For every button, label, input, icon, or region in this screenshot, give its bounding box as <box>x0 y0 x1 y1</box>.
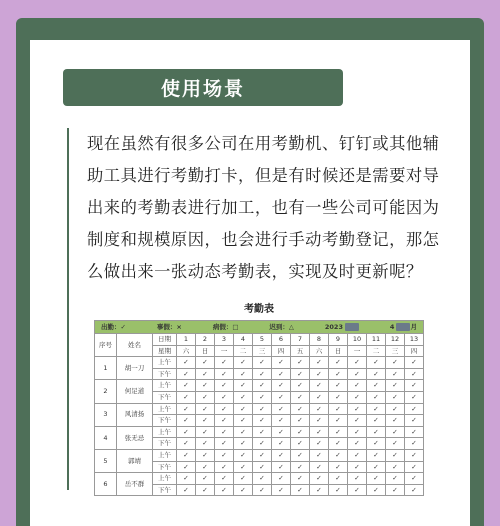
mark-cell: ✓ <box>310 484 329 496</box>
mark-cell: ✓ <box>367 403 386 415</box>
mark-cell: ✓ <box>196 357 215 369</box>
table-row <box>95 380 424 392</box>
header-day: 12 <box>386 334 405 346</box>
mark-cell: ✓ <box>196 403 215 415</box>
spin-icon[interactable] <box>396 323 410 331</box>
mark-cell: ✓ <box>215 357 234 369</box>
mark-cell: ✓ <box>177 473 196 485</box>
mark-cell: ✓ <box>386 461 405 473</box>
mark-cell: ✓ <box>177 391 196 403</box>
mark-cell: ✓ <box>272 461 291 473</box>
row-name: 胡一刀 <box>117 357 153 380</box>
mark-cell: ✓ <box>215 473 234 485</box>
header-weekday-cell: 二 <box>367 345 386 357</box>
mark-cell: ✓ <box>272 438 291 450</box>
mark-cell: ✓ <box>405 368 424 380</box>
row-no: 6 <box>95 473 117 496</box>
mark-cell: ✓ <box>386 391 405 403</box>
mark-cell: ✓ <box>386 368 405 380</box>
mark-cell: ✓ <box>329 403 348 415</box>
mark-cell: ✓ <box>215 426 234 438</box>
mark-cell: ✓ <box>177 461 196 473</box>
mark-cell: ✓ <box>348 357 367 369</box>
header-weekday-cell: 四 <box>272 345 291 357</box>
mark-cell: ✓ <box>367 449 386 461</box>
mark-cell: ✓ <box>386 415 405 427</box>
mark-cell: ✓ <box>386 403 405 415</box>
mark-cell: ✓ <box>386 473 405 485</box>
header-weekday-cell: 一 <box>348 345 367 357</box>
mark-cell: ✓ <box>253 403 272 415</box>
row-name: 岳不群 <box>117 473 153 496</box>
mark-cell: ✓ <box>405 449 424 461</box>
mark-cell: ✓ <box>348 403 367 415</box>
period-pm: 下午 <box>153 484 177 496</box>
row-name: 郭靖 <box>117 449 153 472</box>
mark-cell: ✓ <box>253 449 272 461</box>
mark-cell: ✓ <box>291 403 310 415</box>
period-am: 上午 <box>153 380 177 392</box>
period-am: 上午 <box>153 357 177 369</box>
row-no: 2 <box>95 380 117 403</box>
mark-cell: ✓ <box>310 473 329 485</box>
mark-cell: ✓ <box>272 449 291 461</box>
table-row <box>95 403 424 415</box>
mark-cell: ✓ <box>348 380 367 392</box>
section-banner: 使用场景 <box>63 69 343 106</box>
mark-cell: ✓ <box>310 403 329 415</box>
mark-cell: ✓ <box>329 484 348 496</box>
mark-cell: ✓ <box>177 415 196 427</box>
month-selector[interactable]: 4 月 <box>389 323 417 331</box>
mark-cell: ✓ <box>234 449 253 461</box>
mark-cell: ✓ <box>329 380 348 392</box>
header-weekday-cell: 一 <box>215 345 234 357</box>
mark-cell: ✓ <box>253 461 272 473</box>
mark-cell: ✓ <box>272 473 291 485</box>
mark-cell: ✓ <box>386 438 405 450</box>
mark-cell: ✓ <box>329 461 348 473</box>
mark-cell: ✓ <box>310 415 329 427</box>
mark-cell: ✓ <box>291 461 310 473</box>
body-paragraph: 现在虽然有很多公司在用考勤机、钉钉或其他辅助工具进行考勤打卡，但是有时候还是需要对导出来的考勤表进行加工，也有一些公司可能因为制度和规模原因，也会进行手动考勤登记，那怎么做出来一张动态考勤表，实现及时更新呢？ <box>87 134 440 281</box>
mark-cell: ✓ <box>329 357 348 369</box>
header-day: 13 <box>405 334 424 346</box>
mark-cell: ✓ <box>386 357 405 369</box>
row-no: 1 <box>95 357 117 380</box>
header-weekday-cell: 日 <box>329 345 348 357</box>
header-weekday-cell: 二 <box>234 345 253 357</box>
mark-cell: ✓ <box>329 449 348 461</box>
header-date: 日期 <box>153 334 177 346</box>
mark-cell: ✓ <box>291 368 310 380</box>
mark-cell: ✓ <box>196 368 215 380</box>
mark-cell: ✓ <box>196 473 215 485</box>
mark-cell: ✓ <box>272 368 291 380</box>
mark-cell: ✓ <box>310 449 329 461</box>
mark-cell: ✓ <box>367 368 386 380</box>
header-weekday-cell: 六 <box>310 345 329 357</box>
mark-cell: ✓ <box>310 380 329 392</box>
row-name: 风清扬 <box>117 403 153 426</box>
mark-cell: ✓ <box>291 438 310 450</box>
row-no: 5 <box>95 449 117 472</box>
header-weekday-cell: 四 <box>405 345 424 357</box>
table-row <box>95 357 424 369</box>
mark-cell: ✓ <box>177 380 196 392</box>
mark-cell: ✓ <box>367 380 386 392</box>
row-name: 张无忌 <box>117 426 153 449</box>
period-am: 上午 <box>153 473 177 485</box>
mark-cell: ✓ <box>253 368 272 380</box>
year-selector[interactable]: 2023 <box>325 321 359 333</box>
header-day: 4 <box>234 334 253 346</box>
mark-cell: ✓ <box>310 461 329 473</box>
mark-cell: ✓ <box>253 426 272 438</box>
mark-cell: ✓ <box>291 415 310 427</box>
attendance-table <box>94 320 424 496</box>
header-day: 7 <box>291 334 310 346</box>
mark-cell: ✓ <box>215 380 234 392</box>
mark-cell: ✓ <box>367 484 386 496</box>
header-weekday-cell: 日 <box>196 345 215 357</box>
mark-cell: ✓ <box>253 438 272 450</box>
mark-cell: ✓ <box>348 368 367 380</box>
mark-cell: ✓ <box>234 461 253 473</box>
table-row <box>95 426 424 438</box>
header-day: 8 <box>310 334 329 346</box>
mark-cell: ✓ <box>215 403 234 415</box>
period-am: 上午 <box>153 426 177 438</box>
mark-cell: ✓ <box>272 391 291 403</box>
period-pm: 下午 <box>153 438 177 450</box>
mark-cell: ✓ <box>253 380 272 392</box>
mark-cell: ✓ <box>367 357 386 369</box>
mark-cell: ✓ <box>386 380 405 392</box>
mark-cell: ✓ <box>310 368 329 380</box>
mark-cell: ✓ <box>348 438 367 450</box>
mark-cell: ✓ <box>367 473 386 485</box>
header-name: 姓名 <box>117 334 153 357</box>
mark-cell: ✓ <box>234 473 253 485</box>
mark-cell: ✓ <box>386 484 405 496</box>
mark-cell: ✓ <box>253 415 272 427</box>
mark-cell: ✓ <box>329 438 348 450</box>
mark-cell: ✓ <box>405 484 424 496</box>
mark-cell: ✓ <box>329 368 348 380</box>
row-no: 4 <box>95 426 117 449</box>
header-day: 3 <box>215 334 234 346</box>
mark-cell: ✓ <box>405 357 424 369</box>
header-weekday-cell: 五 <box>291 345 310 357</box>
header-no: 序号 <box>95 334 117 357</box>
mark-cell: ✓ <box>348 449 367 461</box>
period-pm: 下午 <box>153 415 177 427</box>
mark-cell: ✓ <box>215 415 234 427</box>
mark-cell: ✓ <box>196 380 215 392</box>
mark-cell: ✓ <box>253 391 272 403</box>
mark-cell: ✓ <box>348 391 367 403</box>
mark-cell: ✓ <box>177 438 196 450</box>
mark-cell: ✓ <box>291 449 310 461</box>
period-am: 上午 <box>153 449 177 461</box>
mark-cell: ✓ <box>405 403 424 415</box>
mark-cell: ✓ <box>348 461 367 473</box>
mark-cell: ✓ <box>253 484 272 496</box>
row-name: 何足道 <box>117 380 153 403</box>
period-am: 上午 <box>153 403 177 415</box>
mark-cell: ✓ <box>215 438 234 450</box>
mark-cell: ✓ <box>405 438 424 450</box>
mark-cell: ✓ <box>215 484 234 496</box>
mark-cell: ✓ <box>234 484 253 496</box>
header-day: 6 <box>272 334 291 346</box>
mark-cell: ✓ <box>291 473 310 485</box>
mark-cell: ✓ <box>405 380 424 392</box>
mark-cell: ✓ <box>291 380 310 392</box>
mark-cell: ✓ <box>234 438 253 450</box>
mark-cell: ✓ <box>177 403 196 415</box>
mark-cell: ✓ <box>310 357 329 369</box>
mark-cell: ✓ <box>329 415 348 427</box>
table-row <box>95 473 424 485</box>
mark-cell: ✓ <box>234 380 253 392</box>
mark-cell: ✓ <box>348 473 367 485</box>
header-weekday-cell: 六 <box>177 345 196 357</box>
mark-cell: ✓ <box>272 426 291 438</box>
period-pm: 下午 <box>153 461 177 473</box>
mark-cell: ✓ <box>367 426 386 438</box>
mark-cell: ✓ <box>253 357 272 369</box>
mark-cell: ✓ <box>272 357 291 369</box>
mark-cell: ✓ <box>386 449 405 461</box>
mark-cell: ✓ <box>291 426 310 438</box>
mark-cell: ✓ <box>405 426 424 438</box>
mark-cell: ✓ <box>215 461 234 473</box>
mark-cell: ✓ <box>291 484 310 496</box>
mark-cell: ✓ <box>405 391 424 403</box>
header-day: 11 <box>367 334 386 346</box>
mark-cell: ✓ <box>215 391 234 403</box>
mark-cell: ✓ <box>329 426 348 438</box>
mark-cell: ✓ <box>405 461 424 473</box>
spin-icon[interactable] <box>345 323 359 331</box>
mark-cell: ✓ <box>177 357 196 369</box>
mark-cell: ✓ <box>196 415 215 427</box>
mark-cell: ✓ <box>234 403 253 415</box>
legend-bar: 出勤：✓ 事假：× 病假：□ 迟到：△ 2023 4 月 <box>95 321 424 334</box>
mark-cell: ✓ <box>177 449 196 461</box>
mark-cell: ✓ <box>291 391 310 403</box>
mark-cell: ✓ <box>310 391 329 403</box>
mark-cell: ✓ <box>386 426 405 438</box>
mark-cell: ✓ <box>329 473 348 485</box>
header-weekday: 星期 <box>153 345 177 357</box>
header-day: 10 <box>348 334 367 346</box>
mark-cell: ✓ <box>177 426 196 438</box>
mark-cell: ✓ <box>196 391 215 403</box>
mark-cell: ✓ <box>272 484 291 496</box>
mark-cell: ✓ <box>234 391 253 403</box>
mark-cell: ✓ <box>196 449 215 461</box>
mark-cell: ✓ <box>196 461 215 473</box>
mark-cell: ✓ <box>196 438 215 450</box>
header-weekday-cell: 三 <box>386 345 405 357</box>
mark-cell: ✓ <box>234 368 253 380</box>
mark-cell: ✓ <box>272 380 291 392</box>
mark-cell: ✓ <box>272 415 291 427</box>
mark-cell: ✓ <box>196 484 215 496</box>
mark-cell: ✓ <box>367 461 386 473</box>
mark-cell: ✓ <box>177 368 196 380</box>
mark-cell: ✓ <box>272 403 291 415</box>
header-day: 5 <box>253 334 272 346</box>
mark-cell: ✓ <box>291 357 310 369</box>
mark-cell: ✓ <box>367 415 386 427</box>
mark-cell: ✓ <box>177 484 196 496</box>
mark-cell: ✓ <box>310 426 329 438</box>
mark-cell: ✓ <box>234 426 253 438</box>
header-day: 1 <box>177 334 196 346</box>
mark-cell: ✓ <box>215 449 234 461</box>
mark-cell: ✓ <box>234 357 253 369</box>
mark-cell: ✓ <box>348 415 367 427</box>
row-no: 3 <box>95 403 117 426</box>
mark-cell: ✓ <box>329 391 348 403</box>
mark-cell: ✓ <box>253 473 272 485</box>
mark-cell: ✓ <box>234 415 253 427</box>
mark-cell: ✓ <box>196 426 215 438</box>
header-weekday-cell: 三 <box>253 345 272 357</box>
header-day: 2 <box>196 334 215 346</box>
mark-cell: ✓ <box>367 391 386 403</box>
mark-cell: ✓ <box>215 368 234 380</box>
mark-cell: ✓ <box>405 415 424 427</box>
period-pm: 下午 <box>153 391 177 403</box>
mark-cell: ✓ <box>405 473 424 485</box>
accent-line <box>67 128 69 490</box>
mark-cell: ✓ <box>348 426 367 438</box>
mark-cell: ✓ <box>367 438 386 450</box>
mark-cell: ✓ <box>348 484 367 496</box>
attendance-table-title: 考勤表 <box>244 304 274 315</box>
mark-cell: ✓ <box>310 438 329 450</box>
table-row <box>95 449 424 461</box>
header-day: 9 <box>329 334 348 346</box>
period-pm: 下午 <box>153 368 177 380</box>
